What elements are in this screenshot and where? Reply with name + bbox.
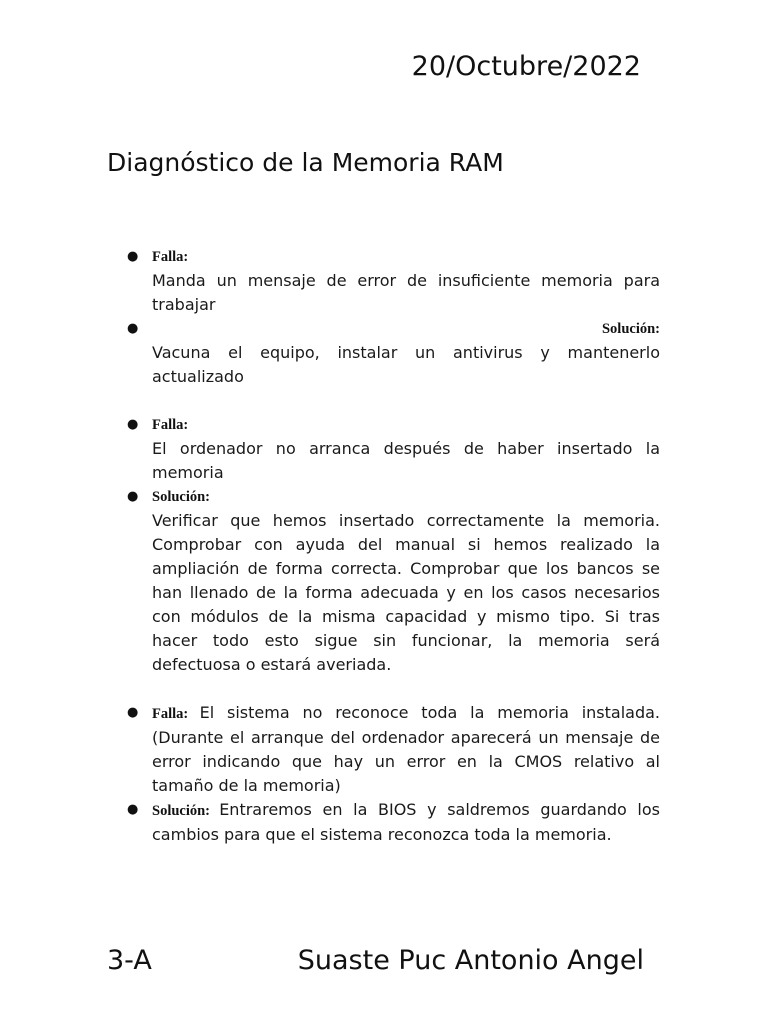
solucion-text: Verificar que hemos insertado correctamente la memoria. Comprobar con ayuda del manual si hemos realizado la ampliación de forma correcta. Comprobar que los bancos se han llenado de la forma adecuada y en los casos necesarios con módulos de la misma capacidad y mismo tipo. Si tras hacer todo esto sigue sin funcionar, la memoria será defectuosa o estará averiada.	[152, 511, 660, 674]
solucion-text: Vacuna el equipo, instalar un antivirus y mantenerlo actualizado	[152, 343, 660, 386]
solucion-label: Solución:	[152, 803, 220, 819]
bullet-icon: ●	[127, 249, 139, 264]
falla-text: El ordenador no arranca después de haber insertado la memoria	[152, 439, 660, 482]
footer-group: 3-A	[107, 945, 152, 976]
falla-item-3	[127, 701, 661, 798]
block-spacer	[152, 389, 660, 413]
falla-text: Manda un mensaje de error de insuficiente memoria para trabajar	[152, 271, 660, 314]
bullet-icon: ●	[127, 321, 139, 336]
falla-label: Falla:	[152, 706, 200, 722]
bullet-icon: ●	[127, 802, 139, 817]
solucion-item-1	[127, 317, 660, 389]
bullet-icon: ●	[127, 705, 139, 720]
block-spacer	[152, 677, 660, 701]
falla-label: Falla:	[152, 249, 189, 265]
falla-text: El sistema no reconoce toda la memoria instalada. (Durante el arranque del ordenador aparecerá un mensaje de error indicando que hay un error en la CMOS relativo al tamaño de la memoria)	[152, 703, 661, 795]
falla-item-1	[127, 245, 660, 317]
bullet-icon: ●	[127, 489, 139, 504]
document-title: Diagnóstico de la Memoria RAM	[107, 148, 504, 177]
solucion-item-3	[127, 798, 660, 847]
document-date: 20/Octubre/2022	[411, 51, 641, 82]
solucion-text: Entraremos en la BIOS y saldremos guardando los cambios para que el sistema reconozca toda la memoria.	[152, 800, 660, 844]
falla-label: Falla:	[152, 417, 189, 433]
solucion-label: Solución:	[152, 489, 211, 505]
diagnosis-list	[127, 245, 661, 847]
solucion-item-2	[127, 485, 660, 677]
falla-item-2	[127, 413, 660, 485]
bullet-icon: ●	[127, 417, 139, 432]
solucion-label: Solución:	[601, 321, 660, 337]
footer-author: Suaste Puc Antonio Angel	[297, 945, 644, 976]
